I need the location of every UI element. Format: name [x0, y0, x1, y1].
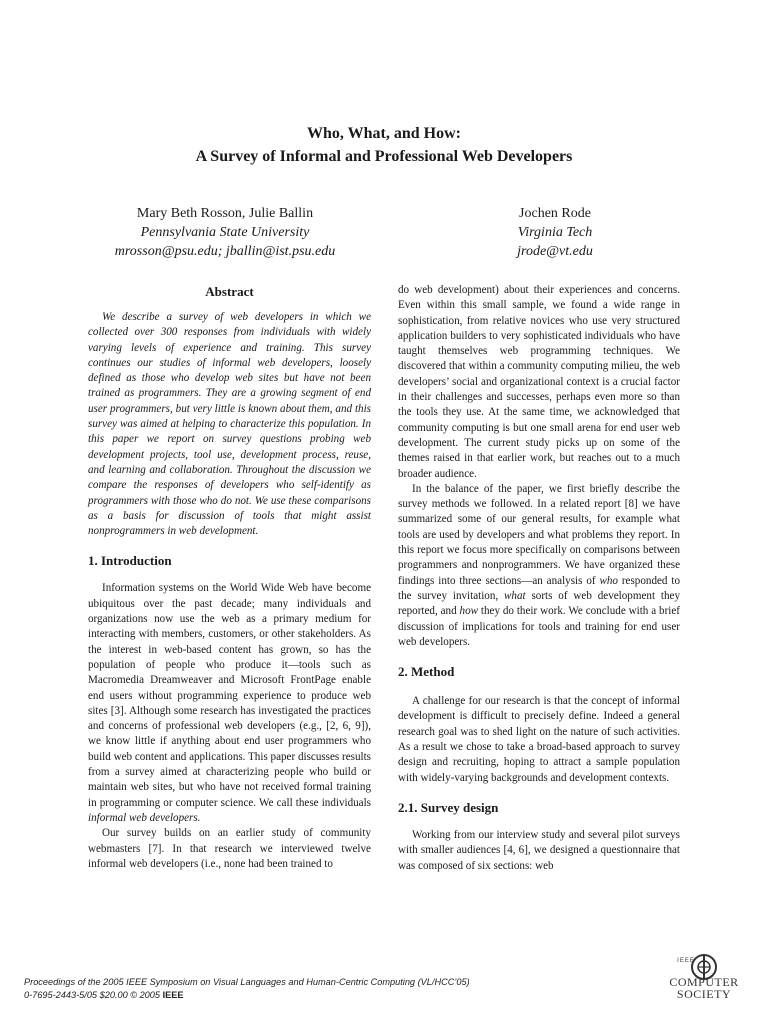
left-column	[88, 284, 371, 872]
right-p2-who: who	[599, 574, 618, 587]
author-affiliation: Pennsylvania State University	[140, 225, 310, 240]
intro-paragraph-2: Our survey builds on an earlier study of community webmasters [7]. In that research we interviewed twelve informal web developers (i.e., none had been trained to	[88, 827, 371, 870]
footer-isbn	[24, 989, 644, 1002]
author-block-2	[440, 204, 670, 261]
logo-org: IEEE	[677, 958, 695, 964]
author-email: jrode@vt.edu	[517, 244, 593, 259]
paper-title-line1: Who, What, and How:	[307, 125, 461, 142]
intro-p1-text: Information systems on the World Wide Web have become ubiquitous over the past decade; many individuals and organizations now use the web as a primary medium for interacting with members, customers, or other stakeholders. As the interest in web-based content has grown, so has the population of people who produce it—tools such as Macromedia Dreamweaver and Microsoft FrontPage enable end users without programming experience to produce web sites [3]. Although some research has investigated the practices and concerns of professional web developers (e.g., [2, 6, 9]), we know little if anything about end user programmers who build web content and applications. This paper discusses results from a survey aimed at characterizing people who build or maintain web sites, but who have not received formal training in programming or computer science. We call these individuals	[88, 582, 371, 809]
logo-word-computer: COMPUTER	[669, 975, 739, 989]
section-heading-method: 2. Method	[398, 664, 455, 680]
author-affiliation: Virginia Tech	[517, 225, 593, 240]
intro-paragraph-1	[88, 581, 371, 826]
author-email: mrosson@psu.edu; jballin@ist.psu.edu	[114, 244, 336, 259]
right-paragraph-1: do web development) about their experiences and concerns. Even within this small sample, we found a wide range in sophistication, from relative novices who use very structured application builders to very sophisticated individuals who have taught themselves web programming techniques. We discovered that within a community computing milieu, the web developers’ social and organizational context is a crucial factor in their challenges and successes, perhaps even more so than the tools they use. At the same time, we acknowledged that community computing is but one small arena for end user web development. The current study picks up on some of the themes raised in that earlier work, but reaches out to a much broader audience.	[398, 284, 680, 480]
right-p2-how: how	[459, 605, 479, 618]
right-paragraph-2	[398, 482, 680, 650]
abstract-heading: Abstract	[205, 284, 254, 299]
computer-society-logo	[664, 952, 744, 1000]
logo-word-society: SOCIETY	[676, 987, 732, 1001]
author-block-1	[80, 204, 370, 261]
footer	[24, 976, 644, 1002]
right-p2-text-a: In the balance of the paper, we first briefly describe the survey methods we followed. In a related report [8] we have summarized some of our general results, for example what tools are used by developers and what problems they report. In this report we focus more specifically on comparisons between programmers and nonprogrammers. We have organized these findings into three sections—an analysis of	[398, 482, 680, 587]
section-heading-introduction: 1. Introduction	[88, 553, 172, 569]
right-p2-text-b: responded to the survey invitation,	[398, 574, 680, 602]
right-p2-what: what	[504, 589, 526, 602]
author-names: Mary Beth Rosson, Julie Ballin	[136, 206, 314, 221]
author-names: Jochen Rode	[519, 206, 591, 221]
abstract-text: We describe a survey of web developers in which we collected over 300 responses from individuals with widely varying levels of experience and training. This survey continues our studies of informal web developers, loosely defined as those who develop web sites but have not been trained as programmers. They are a growing segment of end user programmers, but very little is known about them, and this survey was aimed at helping to characterize this population. In this paper we report on survey questions probing web development projects, tool use, development process, reuse, and learning and collaboration. Throughout the discussion we compare the responses of developers who self-identify as programmers with those who do not. We use these comparisons as a basis for discussion of tools that might assist nonprogrammers in web development.	[88, 311, 371, 538]
footer-isbn-text: 0-7695-2443-5/05 $20.00 © 2005	[24, 990, 163, 1000]
right-p2-text-c: sorts of web development they reported, and	[398, 589, 680, 618]
subsection-heading-survey-design: 2.1. Survey design	[398, 799, 499, 815]
method-paragraph-1: A challenge for our research is that the concept of informal development is difficult to precisely define. Indeed a general research goal was to shed light on the nature of such activities. As a result we chose to take a broad-based approach to survey design and recruiting, hoping to attract a sample population with widely-varying backgrounds and development contexts.	[398, 695, 680, 784]
survey-paragraph-1: Working from our interview study and several pilot surveys with smaller audiences [4, 6], we designed a questionnaire that was composed of six sections: web	[398, 828, 680, 872]
footer-proceedings: Proceedings of the 2005 IEEE Symposium on Visual Languages and Human-Centric Computing (VL/HCC’05)	[24, 977, 470, 987]
footer-ieee: IEEE	[162, 990, 184, 1000]
right-column	[398, 283, 680, 874]
paper-title-line2: A Survey of Informal and Professional Web Developers	[195, 148, 573, 165]
intro-p1-emphasis: informal web developers.	[88, 811, 201, 824]
right-p2-text-d: they do their work. We conclude with a brief discussion of implications for tools and training for end user web developers.	[398, 605, 680, 648]
